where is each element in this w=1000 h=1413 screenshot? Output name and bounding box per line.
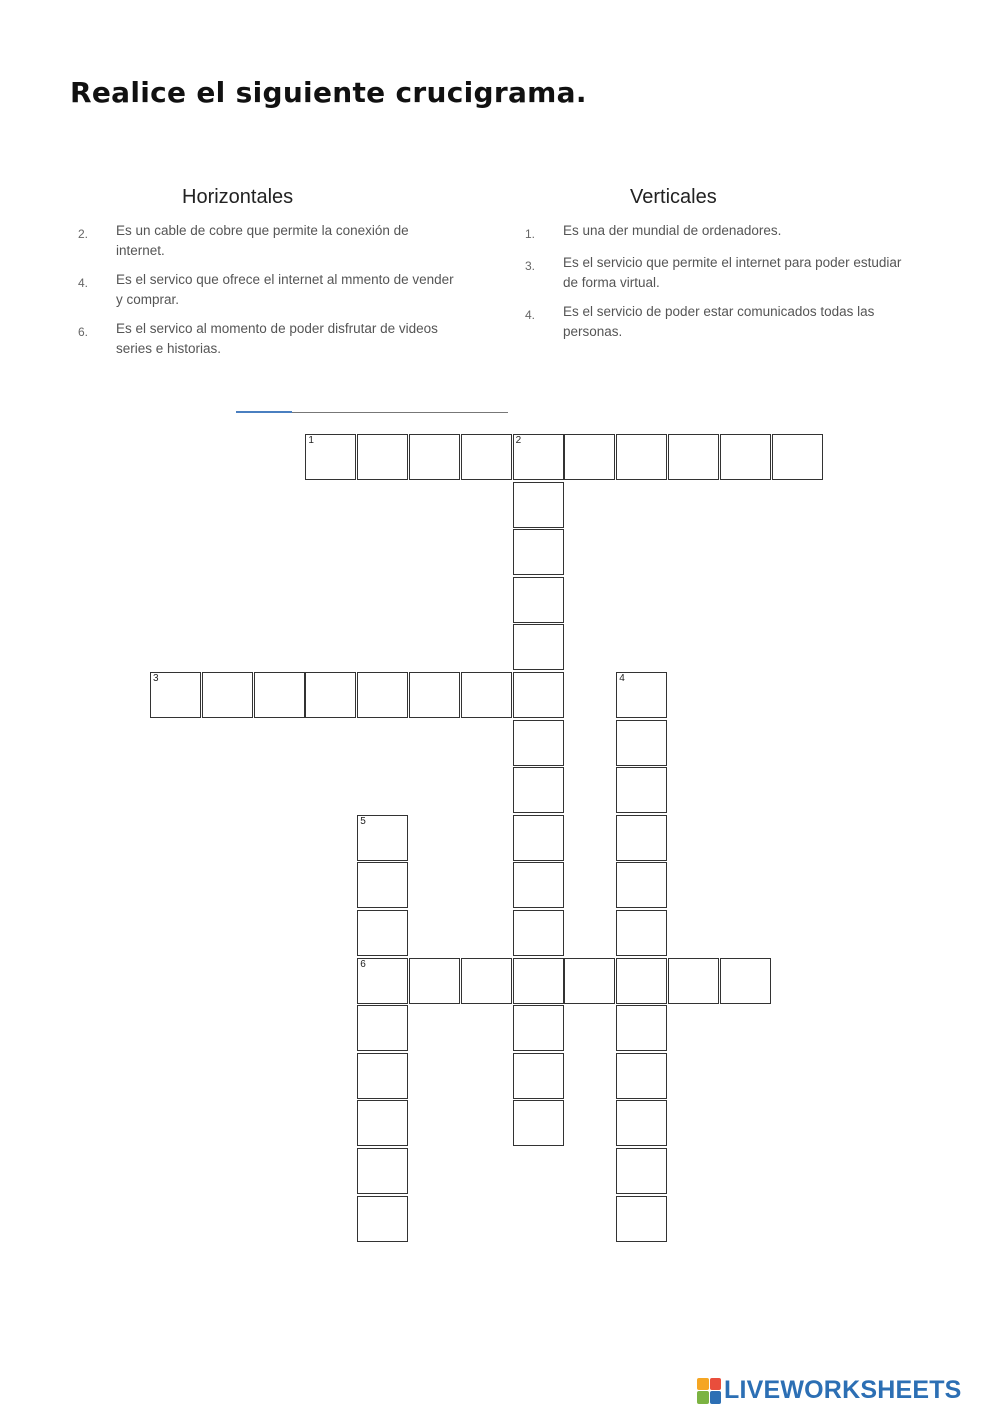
crossword-cell[interactable] bbox=[513, 482, 564, 528]
cell-number: 3 bbox=[153, 673, 159, 684]
crossword-cell[interactable] bbox=[616, 1196, 667, 1242]
crossword-cell[interactable] bbox=[513, 672, 564, 718]
vertical-heading: Verticales bbox=[630, 186, 717, 208]
clue-text: Es un cable de cobre que permite la conexión de internet. bbox=[116, 223, 409, 258]
liveworksheets-logo-icon bbox=[697, 1378, 721, 1404]
crossword-cell[interactable] bbox=[616, 1148, 667, 1194]
cell-number: 2 bbox=[515, 435, 522, 446]
clue-text: Es una der mundial de ordenadores. bbox=[563, 223, 782, 238]
crossword-cell[interactable] bbox=[357, 434, 408, 480]
page-title: Realice el siguiente crucigrama. bbox=[70, 76, 587, 109]
crossword-cell[interactable] bbox=[357, 862, 408, 908]
crossword-cell[interactable] bbox=[357, 815, 408, 861]
clue-number: 2. bbox=[78, 227, 89, 241]
crossword-cell[interactable] bbox=[616, 958, 667, 1004]
clue-text: Es el servicio que permite el internet para poder estudiar de forma virtual. bbox=[563, 255, 902, 290]
cell-number: 1 bbox=[308, 435, 314, 446]
crossword-cell[interactable] bbox=[461, 434, 512, 480]
crossword-cell[interactable] bbox=[513, 624, 564, 670]
crossword-cell[interactable] bbox=[616, 1100, 667, 1146]
crossword-cell[interactable] bbox=[357, 672, 408, 718]
crossword-cell[interactable] bbox=[513, 434, 564, 480]
cell-number: 5 bbox=[360, 815, 366, 827]
crossword-cell[interactable] bbox=[409, 434, 460, 480]
crossword-cell[interactable] bbox=[616, 434, 667, 480]
crossword-cell[interactable] bbox=[357, 1100, 408, 1146]
crossword-cell[interactable] bbox=[513, 767, 564, 813]
crossword-cell[interactable] bbox=[513, 1100, 564, 1146]
crossword-cell[interactable] bbox=[150, 672, 201, 718]
crossword-cell[interactable] bbox=[616, 1005, 667, 1051]
crossword-cell[interactable] bbox=[305, 672, 356, 718]
crossword-cell[interactable] bbox=[513, 958, 564, 1004]
brand-name: LIVEWORKSHEETS bbox=[724, 1376, 962, 1404]
cell-number: 4 bbox=[619, 673, 625, 684]
horizontal-heading: Horizontales bbox=[182, 186, 294, 208]
crossword-cell[interactable] bbox=[202, 672, 253, 718]
crossword-cell[interactable] bbox=[616, 862, 667, 908]
cell-number: 6 bbox=[360, 958, 366, 970]
clue-text: Es el servico al momento de poder disfrutar de videos series e historias. bbox=[116, 321, 438, 356]
clue-number: 1. bbox=[525, 227, 536, 241]
crossword-cell[interactable] bbox=[513, 577, 564, 623]
crossword-cell[interactable] bbox=[513, 1005, 564, 1051]
crossword-cell[interactable] bbox=[513, 815, 564, 861]
logo-square bbox=[697, 1378, 709, 1391]
crossword-cell[interactable] bbox=[461, 672, 512, 718]
crossword-cell[interactable] bbox=[254, 672, 305, 718]
crossword-cell[interactable] bbox=[564, 958, 615, 1004]
crossword-cell[interactable] bbox=[357, 958, 408, 1004]
crossword-cell[interactable] bbox=[513, 862, 564, 908]
crossword-cell[interactable] bbox=[616, 672, 667, 718]
liveworksheets-brand bbox=[697, 1376, 962, 1405]
crossword-cell[interactable] bbox=[461, 958, 512, 1004]
crossword-cell[interactable] bbox=[720, 434, 771, 480]
clue-text: Es el servico que ofrece el internet al mmento de vender y comprar. bbox=[116, 272, 454, 307]
crossword-cell[interactable] bbox=[357, 1196, 408, 1242]
crossword-cell[interactable] bbox=[357, 910, 408, 956]
crossword-cell[interactable] bbox=[616, 720, 667, 766]
clue-number: 6. bbox=[78, 325, 89, 339]
crossword-cell[interactable] bbox=[668, 434, 719, 480]
crossword-cell[interactable] bbox=[513, 910, 564, 956]
clue-number: 3. bbox=[525, 259, 536, 273]
crossword-cell[interactable] bbox=[357, 1053, 408, 1099]
crossword-cell[interactable] bbox=[409, 672, 460, 718]
clue-number: 4. bbox=[525, 308, 536, 322]
clue-number: 4. bbox=[78, 276, 89, 290]
crossword-cell[interactable] bbox=[772, 434, 823, 480]
crossword-cell[interactable] bbox=[409, 958, 460, 1004]
crossword-cell[interactable] bbox=[513, 1053, 564, 1099]
crossword-cell[interactable] bbox=[616, 815, 667, 861]
crossword-cell[interactable] bbox=[305, 434, 356, 480]
crossword-cell[interactable] bbox=[616, 910, 667, 956]
crossword-cell[interactable] bbox=[513, 720, 564, 766]
crossword-cell[interactable] bbox=[668, 958, 719, 1004]
crossword-cell[interactable] bbox=[616, 767, 667, 813]
crossword-cell[interactable] bbox=[616, 1053, 667, 1099]
crossword-cell[interactable] bbox=[357, 1148, 408, 1194]
crossword-cell[interactable] bbox=[357, 1005, 408, 1051]
logo-square bbox=[710, 1378, 722, 1391]
crossword-cell[interactable] bbox=[720, 958, 771, 1004]
crossword-cell[interactable] bbox=[564, 434, 615, 480]
logo-square bbox=[710, 1391, 722, 1404]
logo-square bbox=[697, 1391, 709, 1404]
clue-text: Es el servicio de poder estar comunicados todas las personas. bbox=[563, 304, 875, 339]
crossword-cell[interactable] bbox=[513, 529, 564, 575]
